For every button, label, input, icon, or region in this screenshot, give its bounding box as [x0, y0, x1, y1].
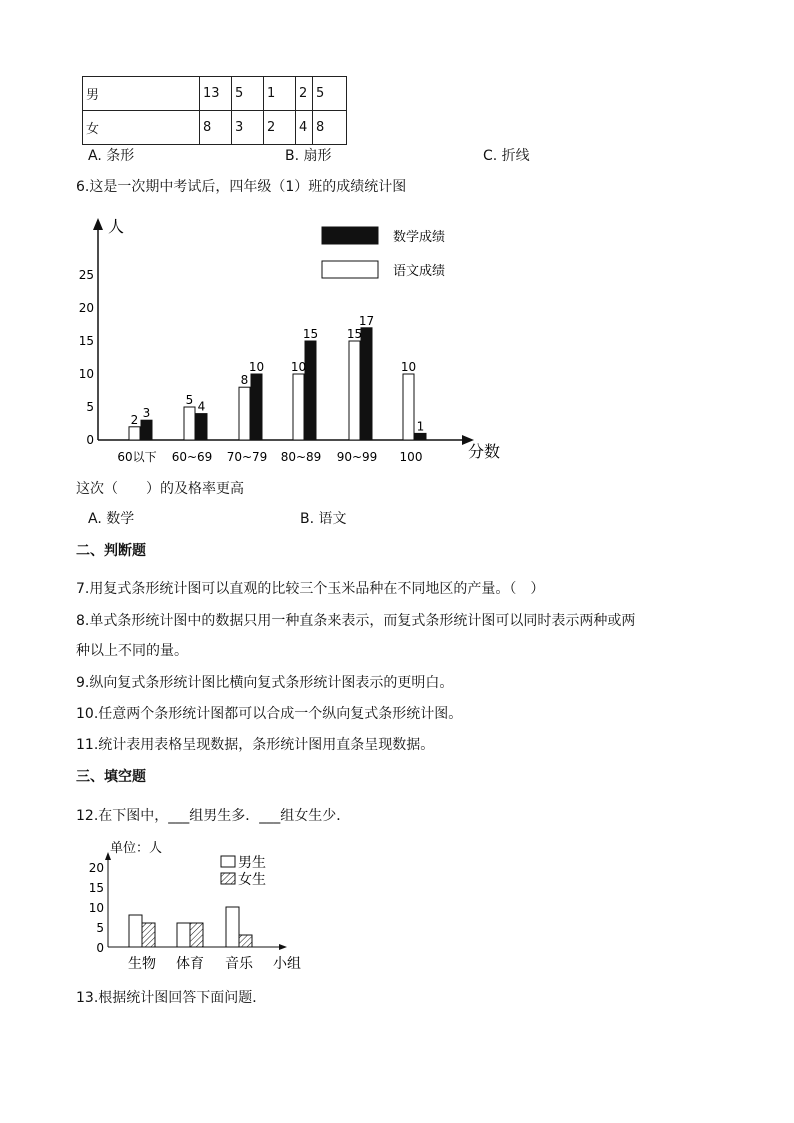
table-cell: 8: [313, 111, 347, 145]
table-cell: 4: [296, 111, 313, 145]
x-axis-label: 小组: [273, 956, 301, 972]
bar: [190, 923, 203, 947]
table-cell: 1: [264, 77, 296, 111]
y-tick-label: 10: [78, 367, 94, 381]
data-label: 15: [346, 327, 363, 341]
legend-label: 数学成绩: [393, 230, 446, 245]
q6-option-a[interactable]: A. 数学: [88, 511, 135, 527]
bar: [239, 935, 252, 947]
question-8-cont: 种以上不同的量。: [76, 643, 188, 659]
table-cell: 5: [313, 77, 347, 111]
x-tick-label: 60~69: [171, 450, 213, 464]
table-cell: 8: [200, 111, 232, 145]
legend-swatch: [221, 873, 235, 884]
data-label: 10: [400, 360, 417, 374]
chart-title: 单位：人: [110, 841, 163, 856]
table-cell: 5: [232, 77, 264, 111]
q5-option-b[interactable]: B. 扇形: [285, 148, 332, 164]
data-label: 5: [185, 393, 194, 407]
legend-label: 女生: [238, 872, 266, 888]
section3-heading: 三、填空题: [76, 769, 146, 785]
y-tick-label: 15: [78, 334, 94, 348]
bar: [142, 923, 155, 947]
data-label: 3: [142, 406, 151, 421]
data-label: 1: [416, 419, 425, 434]
x-tick-label: 音乐: [225, 956, 253, 972]
x-axis-label: 分数: [468, 442, 501, 461]
data-label: 10: [248, 360, 265, 374]
table-cell: 男: [83, 77, 200, 111]
y-tick-label: 25: [78, 268, 94, 282]
chart-labels: [89, 841, 301, 972]
y-tick-label: 10: [88, 901, 104, 915]
data-label: 8: [240, 373, 249, 388]
bar: [129, 915, 142, 947]
data-label: 15: [302, 327, 319, 341]
question-10: 10.任意两个条形统计图都可以合成一个纵向复式条形统计图。: [76, 706, 463, 722]
table-cell: 3: [232, 111, 264, 145]
question-13: 13.根据统计图回答下面问题．: [76, 990, 267, 1006]
y-tick-label: 20: [88, 861, 104, 875]
x-tick-label: 80~89: [280, 450, 322, 464]
q5-option-c[interactable]: C. 折线: [483, 148, 530, 164]
table-cell: 13: [200, 77, 232, 111]
data-label: 4: [197, 399, 206, 414]
x-tick-label: 生物: [128, 956, 156, 972]
table-cell: 2: [296, 77, 313, 111]
question-9: 9.纵向复式条形统计图比横向复式条形统计图表示的更明白。: [76, 675, 454, 691]
q5-option-a[interactable]: A. 条形: [88, 148, 135, 164]
legend-label: 男生: [238, 855, 266, 871]
y-tick-label: 15: [88, 881, 104, 895]
question-12: 12.在下图中，___组男生多．___组女生少．: [76, 808, 351, 824]
y-tick-label: 5: [96, 921, 104, 935]
question-7: 7.用复式条形统计图可以直观的比较三个玉米品种在不同地区的产量。（ ）: [76, 581, 545, 597]
y-tick-label: 0: [96, 941, 104, 955]
section2-heading: 二、判断题: [76, 543, 146, 559]
data-label: 10: [290, 360, 307, 374]
x-axis-arrow: [279, 944, 287, 950]
y-tick-label: 20: [78, 301, 94, 315]
y-tick-label: 0: [86, 433, 94, 447]
question-8: 8.单式条形统计图中的数据只用一种直条来表示，而复式条形统计图可以同时表示两种或两: [76, 613, 636, 629]
table-cell: 2: [264, 111, 296, 145]
y-tick-label: 5: [86, 400, 94, 414]
table-cell: 女: [83, 111, 200, 145]
legend-label: 语文成绩: [393, 264, 446, 279]
bar: [226, 907, 239, 947]
q6-question: 这次（ ）的及格率更高: [76, 481, 244, 497]
x-tick-label: 100: [399, 450, 423, 464]
x-tick-label: 体育: [176, 956, 204, 972]
data-label: 2: [130, 412, 139, 427]
chart-bars: [129, 907, 252, 947]
data-label: 17: [358, 313, 375, 328]
bar: [177, 923, 190, 947]
y-axis-label: 人: [108, 217, 125, 236]
legend-swatch: [221, 856, 235, 867]
q6-title: 6.这是一次期中考试后，四年级（1）班的成绩统计图: [76, 179, 407, 195]
question-11: 11.统计表用表格呈现数据，条形统计图用直条呈现数据。: [76, 737, 435, 753]
q6-option-b[interactable]: B. 语文: [300, 511, 347, 527]
x-tick-label: 60以下: [117, 450, 157, 464]
x-tick-label: 90~99: [336, 450, 378, 464]
x-tick-label: 70~79: [226, 450, 268, 464]
chart-legend: [221, 854, 266, 888]
